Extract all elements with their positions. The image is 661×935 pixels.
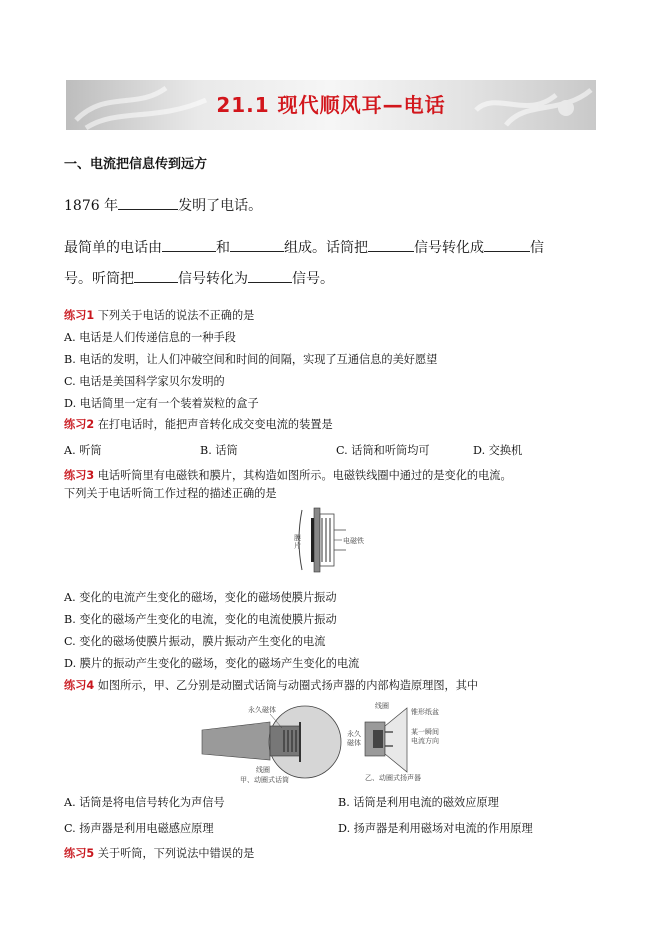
microphone-diagram <box>200 700 345 785</box>
answer-blank[interactable] <box>484 239 530 252</box>
question-3 <box>64 467 512 483</box>
answer-blank[interactable] <box>248 270 292 283</box>
answer-blank[interactable] <box>230 239 284 252</box>
fill-line-1 <box>64 195 262 215</box>
section-heading: 一、电流把信息传到远方 <box>64 157 208 172</box>
question-2 <box>64 416 333 432</box>
question-stem: 在打电话时，能把声音转化成交变电流的装置是 <box>97 418 333 431</box>
page-title: 21.1 现代顺风耳—电话 <box>216 93 446 117</box>
option[interactable]: A. 变化的电流产生变化的磁场，变化的磁场使膜片振动 <box>64 591 337 604</box>
fill-text: 发明了电话。 <box>178 198 263 214</box>
option[interactable]: C. 扬声器是利用电磁感应原理 <box>64 822 214 835</box>
figure-caption: 乙、动圈式扬声器 <box>365 774 421 782</box>
answer-blank[interactable] <box>118 197 178 210</box>
option[interactable]: D. 电话简里一定有一个装着炭粒的盒子 <box>64 397 259 410</box>
figure-label: 锥形纸盆 <box>411 708 439 716</box>
option[interactable]: A. 听筒 <box>64 444 102 457</box>
fill-text: 组成。话筒把 <box>284 240 368 256</box>
question-4 <box>64 677 478 693</box>
option[interactable]: B. 话筒是利用电流的磁效应原理 <box>338 796 499 809</box>
option[interactable]: D. 交换机 <box>473 444 523 457</box>
figure-label: 永久磁体 <box>248 706 276 714</box>
figure-label: 电流方向 <box>411 737 439 745</box>
question-stem-continued: 下列关于电话听筒工作过程的描述正确的是 <box>64 487 277 500</box>
option[interactable]: D. 膜片的振动产生变化的磁场，变化的磁场产生变化的电流 <box>64 657 360 670</box>
question-stem: 如图所示，甲、乙分别是动圈式话筒与动圈式扬声器的内部构造原理图，其中 <box>97 679 479 692</box>
fill-text: 信号转化为 <box>178 271 248 287</box>
fill-text: 1876 年 <box>64 198 119 214</box>
question-1 <box>64 307 254 323</box>
fill-text: 信号。 <box>292 271 334 287</box>
exercise-label: 练习4 <box>64 679 95 692</box>
question-stem: 电话听筒里有电磁铁和膜片，其构造如图所示。电磁铁线圈中通过的是变化的电流。 <box>97 469 512 482</box>
answer-blank[interactable] <box>134 270 178 283</box>
option[interactable]: C. 话筒和听筒均可 <box>336 444 430 457</box>
exercise-label: 练习1 <box>64 309 95 322</box>
exercise-label: 练习5 <box>64 847 95 860</box>
option[interactable]: B. 话筒 <box>200 444 238 457</box>
figure-label: 磁体 <box>347 739 361 747</box>
figure-caption: 甲、动圈式话筒 <box>240 776 289 784</box>
option[interactable]: B. 变化的磁场产生变化的电流，变化的电流使膜片振动 <box>64 613 337 626</box>
figure-label: 电磁铁 <box>343 537 364 545</box>
option[interactable]: C. 电话是美国科学家贝尔发明的 <box>64 375 225 388</box>
question-stem: 关于听筒，下列说法中错误的是 <box>97 847 255 860</box>
option[interactable]: C. 变化的磁场使膜片振动，膜片振动产生变化的电流 <box>64 635 326 648</box>
exercise-label: 练习2 <box>64 418 95 431</box>
speaker-diagram <box>345 700 455 785</box>
figure-label: 线圈 <box>256 766 270 774</box>
figure-label: 某一瞬间 <box>411 728 439 736</box>
figure-label: 永久 <box>347 730 361 738</box>
figure-label: 片 <box>294 542 301 550</box>
fill-text: 和 <box>216 240 230 256</box>
title-banner <box>66 80 596 130</box>
fill-text: 信 <box>530 240 544 256</box>
fill-text: 最简单的电话由 <box>64 240 162 256</box>
fill-text: 号。听筒把 <box>64 271 134 287</box>
figure-label: 膜 <box>294 534 301 542</box>
question-5 <box>64 845 254 861</box>
answer-blank[interactable] <box>368 239 414 252</box>
option[interactable]: A. 话筒是将电信号转化为声信号 <box>64 796 225 809</box>
figure-label: 线圈 <box>375 702 389 710</box>
fill-line-3 <box>64 268 334 288</box>
answer-blank[interactable] <box>162 239 216 252</box>
option[interactable]: B. 电话的发明，让人们冲破空间和时间的间隔，实现了互通信息的美好愿望 <box>64 353 438 366</box>
option[interactable]: A. 电话是人们传递信息的一种手段 <box>64 331 236 344</box>
fill-text: 信号转化成 <box>414 240 484 256</box>
exercise-label: 练习3 <box>64 469 95 482</box>
option[interactable]: D. 扬声器是利用磁场对电流的作用原理 <box>338 822 533 835</box>
fill-line-2 <box>64 237 544 257</box>
receiver-diagram <box>290 500 370 580</box>
question-stem: 下列关于电话的说法不正确的是 <box>97 309 255 322</box>
